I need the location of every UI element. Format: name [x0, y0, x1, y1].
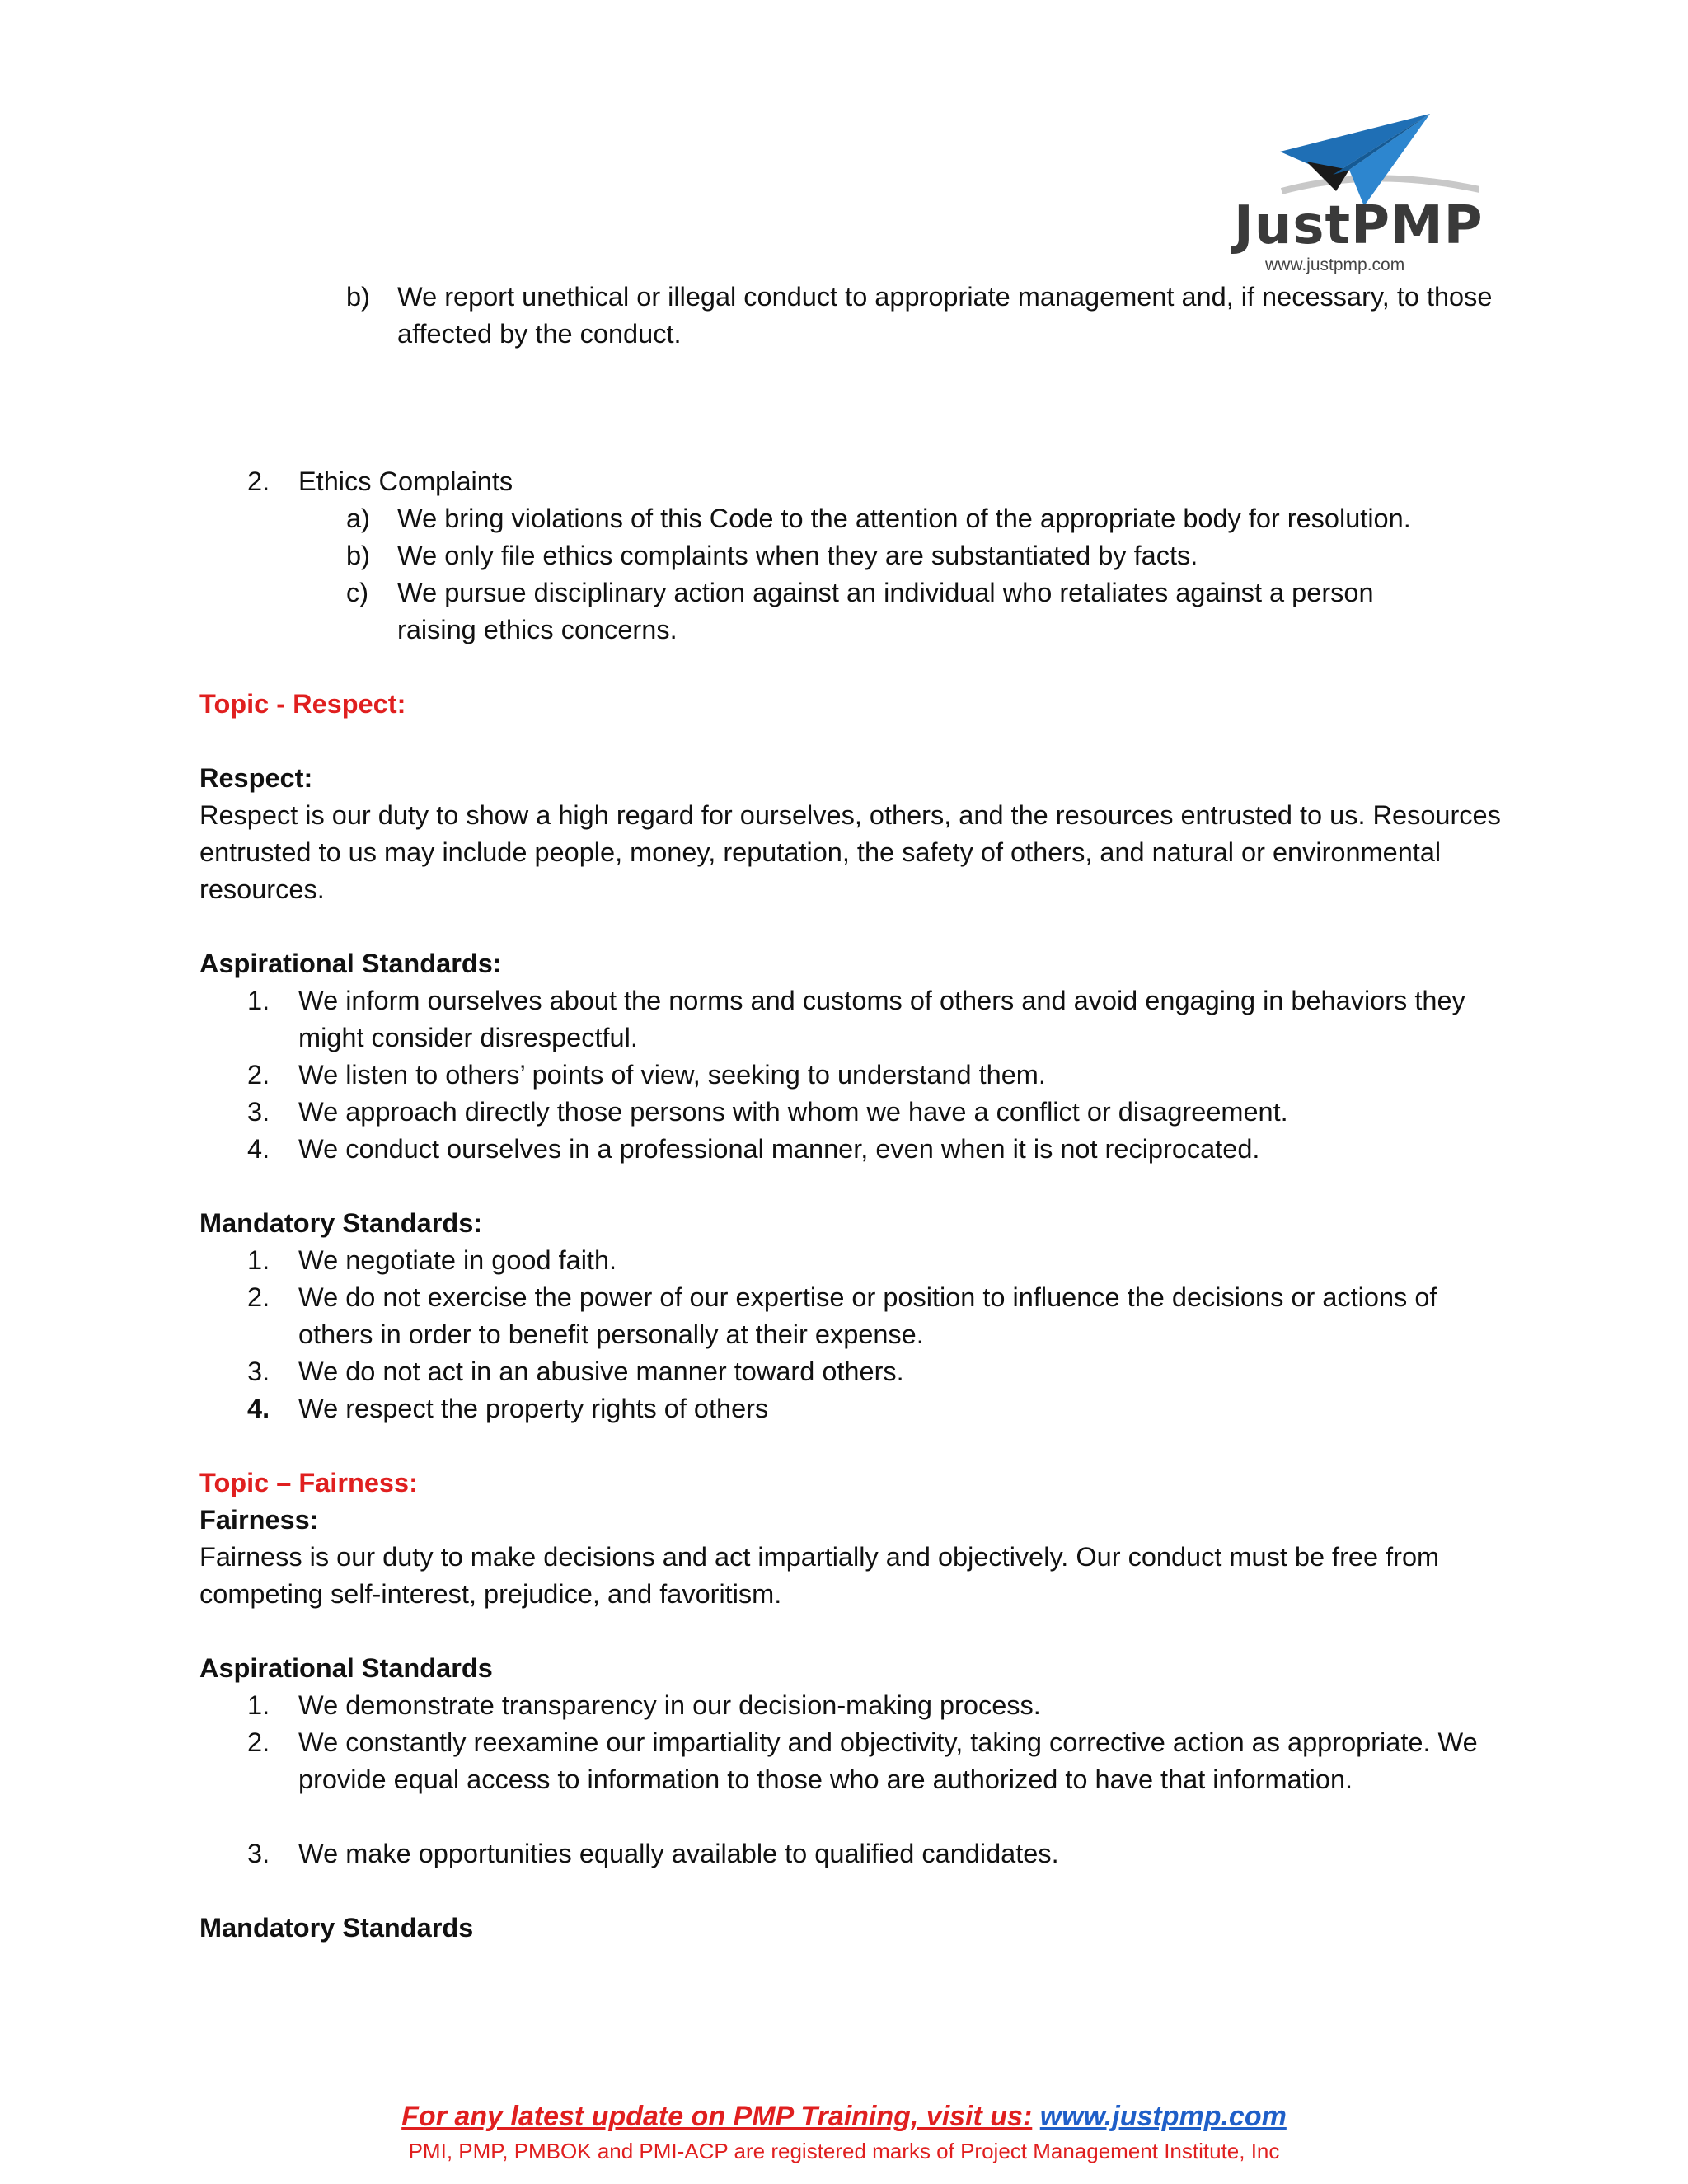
- topic-heading-respect: Topic - Respect:: [199, 689, 406, 719]
- list-item-text: We pursue disciplinary action against an individual who retaliates against a person raising ethics concerns.: [397, 578, 1374, 644]
- logo-url: www.justpmp.com: [1265, 255, 1405, 274]
- section-title: Ethics Complaints: [298, 466, 513, 496]
- list-marker: 2.: [247, 1282, 270, 1312]
- list-item: [346, 279, 1500, 353]
- list-item-text: We inform ourselves about the norms and customs of others and avoid engaging in behaviors they might consider disrespectful.: [298, 986, 1465, 1052]
- list-item-text: We do not exercise the power of our expertise or position to influence the decisions or actions of others in order to benefit personally at their expense.: [298, 1282, 1437, 1349]
- logo-wordmark: JustPMP: [1234, 195, 1484, 256]
- list-item-text: We only file ethics complaints when they are substantiated by facts.: [397, 541, 1198, 570]
- list-item: [346, 574, 1500, 649]
- list-marker: 1.: [247, 986, 270, 1015]
- mandatory-heading: Mandatory Standards: [199, 1913, 474, 1943]
- list-item: [247, 1131, 1500, 1168]
- list-marker: a): [346, 504, 370, 533]
- list-item: [247, 1687, 1500, 1724]
- list-marker: c): [346, 578, 369, 607]
- list-item-text: We negotiate in good faith.: [298, 1245, 617, 1275]
- list-marker: 4.: [247, 1134, 270, 1164]
- list-item-text: We respect the property rights of others: [298, 1394, 769, 1423]
- list-item: [247, 1353, 1500, 1390]
- list-item-text: We report unethical or illegal conduct to appropriate management and, if necessary, to those affected by the conduct.: [397, 282, 1493, 349]
- respect-paragraph: Respect is our duty to show a high regard for ourselves, others, and the resources entrusted to us. Resources entrusted to us may include people, money, reputation, the safety of others, and natural or environmental resources.: [199, 800, 1501, 904]
- list-marker: 4.: [247, 1394, 270, 1423]
- list-marker: 3.: [247, 1839, 270, 1868]
- list-marker: b): [346, 282, 370, 312]
- mandatory-heading: Mandatory Standards:: [199, 1208, 483, 1238]
- list-marker: 1.: [247, 1690, 270, 1720]
- list-item-text: We demonstrate transparency in our decision-making process.: [298, 1690, 1041, 1720]
- list-item: [247, 1279, 1500, 1353]
- fairness-heading: Fairness:: [199, 1505, 319, 1535]
- footer-update-line: [0, 2100, 1688, 2133]
- list-item: [346, 537, 1500, 574]
- list-marker: 2.: [247, 466, 270, 496]
- list-item: [346, 500, 1500, 537]
- list-item-text: We make opportunities equally available to qualified candidates.: [298, 1839, 1059, 1868]
- footer-trademark-note: PMI, PMP, PMBOK and PMI-ACP are registered marks of Project Management Institute, Inc: [408, 2139, 1280, 2163]
- list-item-text: We constantly reexamine our impartiality and objectivity, taking corrective action as appropriate. We provide equal access to information to those who are authorized to have that information.: [298, 1727, 1478, 1794]
- footer-lead: For any latest update on PMP Training, visit us:: [401, 2101, 1033, 2132]
- topic-heading-fairness: Topic – Fairness:: [199, 1468, 418, 1497]
- list-item-text: We bring violations of this Code to the attention of the appropriate body for resolution.: [397, 504, 1411, 533]
- justpmp-logo[interactable]: [1232, 109, 1484, 274]
- list-item: [247, 1094, 1500, 1131]
- list-item-text: We listen to others’ points of view, seeking to understand them.: [298, 1060, 1046, 1090]
- aspirational-heading: Aspirational Standards: [199, 1653, 493, 1683]
- list-item-text: We approach directly those persons with whom we have a conflict or disagreement.: [298, 1097, 1288, 1127]
- list-marker: 3.: [247, 1357, 270, 1386]
- list-item: [247, 1390, 1500, 1427]
- list-marker: 2.: [247, 1727, 270, 1757]
- list-marker: 1.: [247, 1245, 270, 1275]
- section-item-ethics-complaints: [247, 463, 907, 500]
- list-item-text: We conduct ourselves in a professional manner, even when it is not reciprocated.: [298, 1134, 1260, 1164]
- aspirational-heading: Aspirational Standards:: [199, 949, 502, 978]
- list-marker: 3.: [247, 1097, 270, 1127]
- list-item: [247, 982, 1500, 1057]
- list-item-text: We do not act in an abusive manner toward others.: [298, 1357, 904, 1386]
- list-item: [247, 1724, 1500, 1835]
- list-marker: b): [346, 541, 370, 570]
- paper-plane-icon: [1257, 109, 1479, 208]
- footer-website-link[interactable]: www.justpmp.com: [1039, 2101, 1287, 2132]
- list-marker: 2.: [247, 1060, 270, 1090]
- fairness-paragraph: Fairness is our duty to make decisions and act impartially and objectively. Our conduct must be free from competing self-interest, prejudice, and favoritism.: [199, 1542, 1440, 1609]
- list-item: [247, 1835, 1500, 1872]
- respect-heading: Respect:: [199, 763, 313, 793]
- list-item: [247, 1242, 1500, 1279]
- list-item: [247, 1057, 1500, 1094]
